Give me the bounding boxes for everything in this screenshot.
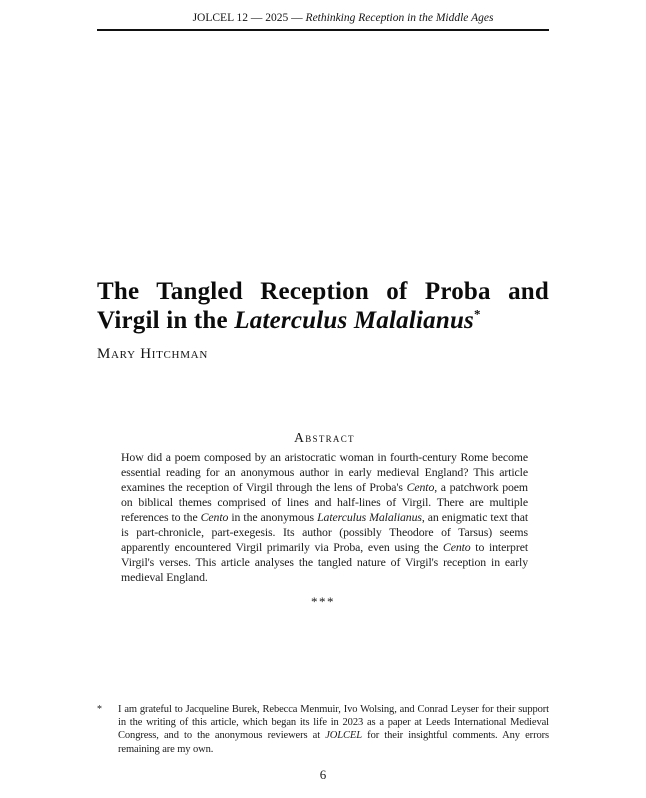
abstract-heading: Abstract <box>294 430 355 445</box>
author-name: Mary Hitchman <box>97 346 208 362</box>
footnote-text: I am grateful to Jacqueline Burek, Rebecca Menmuir, Ivo Wolsing, and Conrad Leyser for their support in the writing of this article, which began its life in 2023 as a paper at Leeds International Medieval Congress, and to the anonymous reviewers at JOLCEL for their insightful comments. Any errors remaining are my own. <box>118 704 550 755</box>
running-header: JOLCEL 12 — 2025 — Rethinking Reception in the Middle Ages <box>192 12 494 24</box>
article-title-line-1: The Tangled Reception of Proba and <box>97 278 549 305</box>
section-separator: *** <box>311 594 335 609</box>
footnote-marker: * <box>97 704 102 715</box>
page-number: 6 <box>319 767 327 782</box>
article-title-line-2: Virgil in the Laterculus Malalianus* <box>97 306 481 334</box>
abstract-body: How did a poem composed by an aristocratic woman in fourth-century Rome become essential reading for an anonymous author in early medieval England? This article examines the reception of Virgil through the lens of Proba's Cento, a patchwork poem on biblical themes comprised of lines and half-lines of Virgil. There are multiple references to the Cento in the anonymous Laterculus Malalianus, an enigmatic text that is part-chronicle, part-exegesis. Its author (possibly Theodore of Tarsus) seems apparently encountered Virgil primarily via Proba, even using the Cento to interpret Virgil's verses. This article analyses the tangled nature of Virgil's reception in early medieval England. <box>121 450 529 584</box>
header-rule <box>97 29 549 31</box>
article-title <box>97 277 549 335</box>
